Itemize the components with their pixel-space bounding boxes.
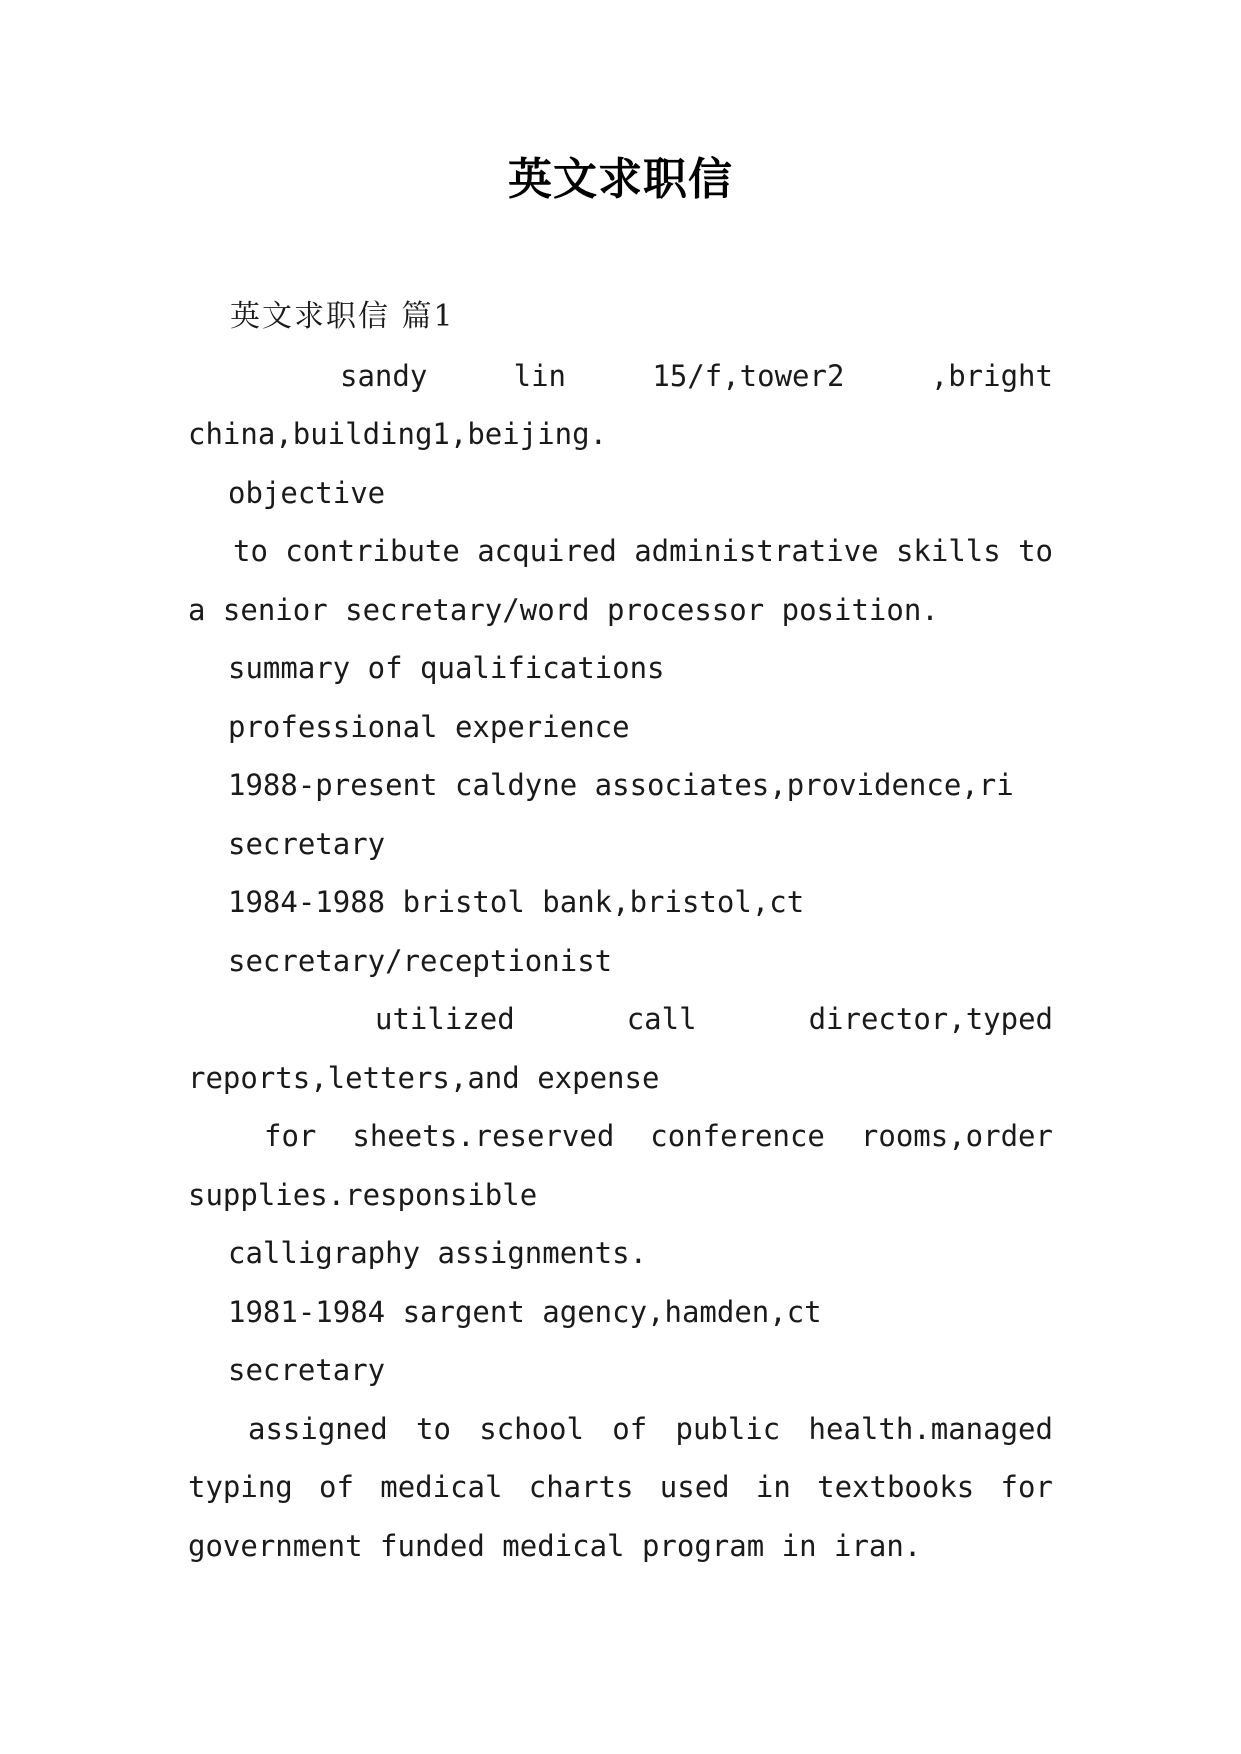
job2-desc2-word: sheets.reserved xyxy=(352,1119,615,1153)
document-body xyxy=(188,288,1053,1575)
job3-desc1-line xyxy=(188,1400,1053,1459)
job1-title: secretary xyxy=(228,826,386,861)
experience-heading: professional experience xyxy=(228,709,630,744)
job3-desc1-word: assigned xyxy=(248,1411,388,1446)
job2-desc3: calligraphy assignments. xyxy=(228,1236,648,1270)
objective-word: administrative xyxy=(634,534,879,568)
job2-title: secretary/receptionist xyxy=(228,943,613,978)
job2-desc1-continuation: reports,letters,and expense xyxy=(188,1060,660,1095)
summary-heading: summary of qualifications xyxy=(228,651,665,685)
section-heading: 英文求职信 篇1 xyxy=(230,299,455,334)
job3-desc2-line xyxy=(188,1458,1053,1517)
job2-desc2-continuation: supplies.responsible xyxy=(188,1177,538,1212)
header-word: lin xyxy=(513,358,567,393)
objective-word: to xyxy=(233,534,268,568)
objective-word: acquired xyxy=(477,534,617,568)
job2-desc2-word: for xyxy=(264,1119,317,1153)
job3-title: secretary xyxy=(228,1353,386,1387)
header-word: 15/f,tower2 xyxy=(652,358,845,393)
job3-desc1-word: health.managed xyxy=(808,1411,1053,1446)
job2-desc1-word: call xyxy=(626,1002,697,1036)
job3-desc2-word: medical xyxy=(380,1470,503,1504)
job2-desc2-line xyxy=(188,1107,1053,1166)
objective-line xyxy=(188,522,1053,581)
job2-line: 1984-1988 bristol bank,bristol,ct xyxy=(228,885,805,919)
job3-desc1-word: public xyxy=(675,1411,781,1446)
job3-desc2-word: of xyxy=(319,1470,354,1504)
job3-desc2-word: charts xyxy=(528,1470,634,1504)
job3-desc2-word: typing xyxy=(188,1470,293,1504)
job3-desc2-word: used xyxy=(659,1470,730,1504)
job2-desc1-word: director,typed xyxy=(808,1002,1053,1036)
job3-desc1-word: school xyxy=(479,1411,584,1446)
job2-desc2-word: rooms,order xyxy=(860,1119,1053,1153)
job1-line: 1988-present caldyne associates,providence,ri xyxy=(228,768,1014,802)
header-line xyxy=(188,347,1053,406)
objective-heading: objective xyxy=(228,475,386,510)
objective-word: skills xyxy=(895,534,1001,568)
job2-desc2-word: conference xyxy=(650,1119,825,1153)
objective-word: to xyxy=(1018,534,1053,568)
header-word: ,bright xyxy=(930,358,1053,393)
address-continuation: china,building1,beijing. xyxy=(188,417,608,451)
job3-desc3: government funded medical program in iran. xyxy=(188,1528,922,1563)
header-word: sandy xyxy=(340,358,428,393)
job3-desc1-word: to xyxy=(415,1411,451,1446)
document-title: 英文求职信 xyxy=(508,154,733,205)
objective-continuation: a senior secretary/word processor position. xyxy=(188,592,939,627)
job3-desc1-word: of xyxy=(612,1411,648,1446)
job2-desc1-word: utilized xyxy=(375,1002,515,1036)
job2-desc1-line xyxy=(188,990,1053,1049)
job3-desc2-word: for xyxy=(1000,1470,1053,1504)
objective-word: contribute xyxy=(285,534,460,568)
job3-line: 1981-1984 sargent agency,hamden,ct xyxy=(228,1294,822,1329)
job3-desc2-word: in xyxy=(755,1470,791,1504)
job3-desc2-word: textbooks xyxy=(817,1470,975,1504)
